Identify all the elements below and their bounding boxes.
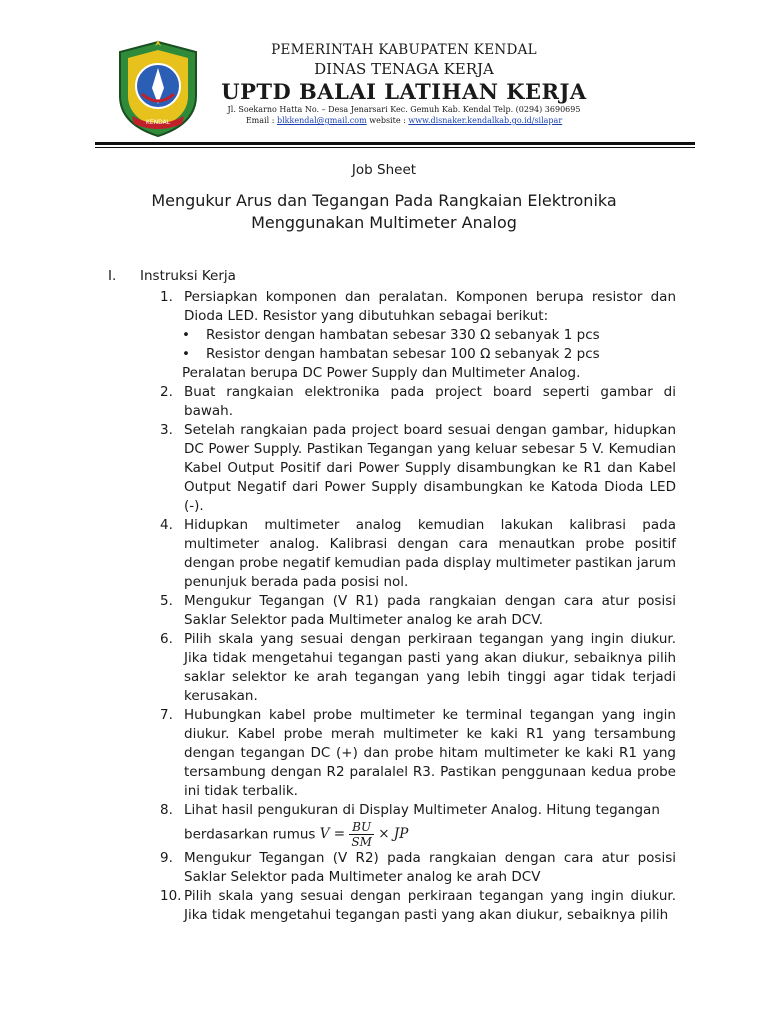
item-number: 9. [160, 850, 173, 866]
list-item [160, 288, 676, 326]
website-link[interactable]: www.disnaker.kendalkab.go.id/silapar [408, 116, 563, 125]
list-item [160, 706, 676, 801]
item-text: Hidupkan multimeter analog kemudian lakukan kalibrasi pada multimeter analog. Kalibrasi dengan cara menautkan probe positif dengan probe negatif kemudian pada display multimeter pastikan jarum penunjuk berada pada posisi nol. [184, 517, 676, 590]
formula [320, 820, 409, 849]
bullet-text: Resistor dengan hambatan sebesar 330 Ω sebanyak 1 pcs [206, 327, 600, 343]
list-item [160, 421, 676, 516]
item-text: Setelah rangkaian pada project board sesuai dengan gambar, hidupkan DC Power Supply. Pastikan Tegangan yang keluar sebesar 5 V. Kemudian Kabel Output Positif dari Power Supply disambungkan ke R1 dan Kabel Output Negatif dari Power Supply disambungkan ke Katoda Dioda LED (-). [184, 422, 676, 514]
section-label: Instruksi Kerja [140, 268, 236, 284]
item-text: Pilih skala yang sesuai dengan perkiraan tegangan yang ingin diukur. Jika tidak mengetahui tegangan pasti yang akan diukur, sebaiknya pilih saklar selektor ke arah tegangan yang lebih tinggi agar tidak terjadi kerusakan. [184, 631, 676, 704]
item-text: Persiapkan komponen dan peralatan. Komponen berupa resistor dan Dioda LED. Resistor yang dibutuhkan sebagai berikut: [184, 289, 676, 324]
item-number: 10. [160, 888, 182, 904]
equipment-note: Peralatan berupa DC Power Supply dan Multimeter Analog. [182, 365, 581, 381]
office-address: Jl. Soekarno Hatta No. – Desa Jenarsari Kec. Gemuh Kab. Kendal Telp. (0294) 3690695 [227, 105, 581, 114]
item-text: Hubungkan kabel probe multimeter ke terminal tegangan yang ingin diukur. Kabel probe merah multimeter ke kaki R1 yang tersambung dengan tegangan DC (+) dan probe hitam multimeter ke kaki R1 yang tersambung dengan R2 paralalel R3. Pastikan penggunaan kedua probe ini tidak terbalik. [184, 707, 676, 799]
list-item [160, 801, 676, 849]
item-number: 1. [160, 289, 173, 305]
bullet-text: Resistor dengan hambatan sebesar 100 Ω sebanyak 2 pcs [206, 346, 600, 362]
logo-text: KENDAL [145, 119, 171, 126]
gov-name: PEMERINTAH KABUPATEN KENDAL [271, 42, 537, 58]
formula-fraction [349, 820, 374, 849]
doc-title [0, 190, 768, 234]
instruction-list [160, 288, 676, 925]
doc-title-line2: Menggunakan Multimeter Analog [251, 213, 517, 232]
item-text: Buat rangkaian elektronika pada project board seperti gambar di bawah. [184, 384, 676, 419]
bullet-item [182, 326, 676, 345]
header-rule-thin [95, 147, 695, 148]
list-item [160, 849, 676, 887]
email-label: Email : [245, 116, 275, 125]
email-link[interactable]: blkkendal@gmail.com [276, 116, 367, 125]
list-item [160, 592, 676, 630]
bullet-list [160, 326, 676, 364]
doc-type: Job Sheet [351, 162, 417, 178]
list-item [160, 630, 676, 706]
letterhead [0, 0, 768, 150]
item-number: 2. [160, 384, 173, 400]
item-number: 4. [160, 517, 173, 533]
contact-line [0, 116, 768, 125]
item-text: Mengukur Tegangan (V R1) pada rangkaian dengan cara atur posisi Saklar Selektor pada Multimeter analog ke arah DCV. [184, 593, 676, 628]
bullet-item [182, 345, 676, 364]
formula-line [184, 820, 676, 849]
item-number: 8. [160, 802, 173, 818]
formula-numerator: BU [349, 820, 374, 835]
item-text: Pilih skala yang sesuai dengan perkiraan tegangan yang ingin diukur. Jika tidak mengetahui tegangan pasti yang akan diukur, sebaiknya pilih [184, 888, 676, 923]
item-text: Mengukur Tegangan (V R2) pada rangkaian dengan cara atur posisi Saklar Selektor pada Multimeter analog ke arah DCV [184, 850, 676, 885]
item-number: 7. [160, 707, 173, 723]
website-label: website : [369, 116, 406, 125]
office-name: UPTD BALAI LATIHAN KERJA [221, 79, 587, 104]
bullet-dot-icon: • [182, 346, 190, 362]
header-rule-thick [95, 142, 695, 145]
formula-rhs: × JP [378, 826, 409, 842]
item-number: 6. [160, 631, 173, 647]
list-item [160, 887, 676, 925]
formula-lhs: V = [319, 826, 346, 842]
list-item [160, 516, 676, 592]
formula-denominator: SM [351, 835, 372, 849]
bullet-dot-icon: • [182, 327, 190, 343]
item-number: 5. [160, 593, 173, 609]
dept-name: DINAS TENAGA KERJA [314, 60, 494, 78]
item-number: 3. [160, 422, 173, 438]
formula-prefix: berdasarkan rumus [184, 826, 316, 843]
section-heading [108, 268, 236, 284]
list-item [160, 383, 676, 421]
doc-title-line1: Mengukur Arus dan Tegangan Pada Rangkaian Elektronika [151, 191, 617, 210]
item-text: Lihat hasil pengukuran di Display Multimeter Analog. Hitung tegangan [184, 802, 660, 818]
section-number: I. [108, 268, 117, 284]
